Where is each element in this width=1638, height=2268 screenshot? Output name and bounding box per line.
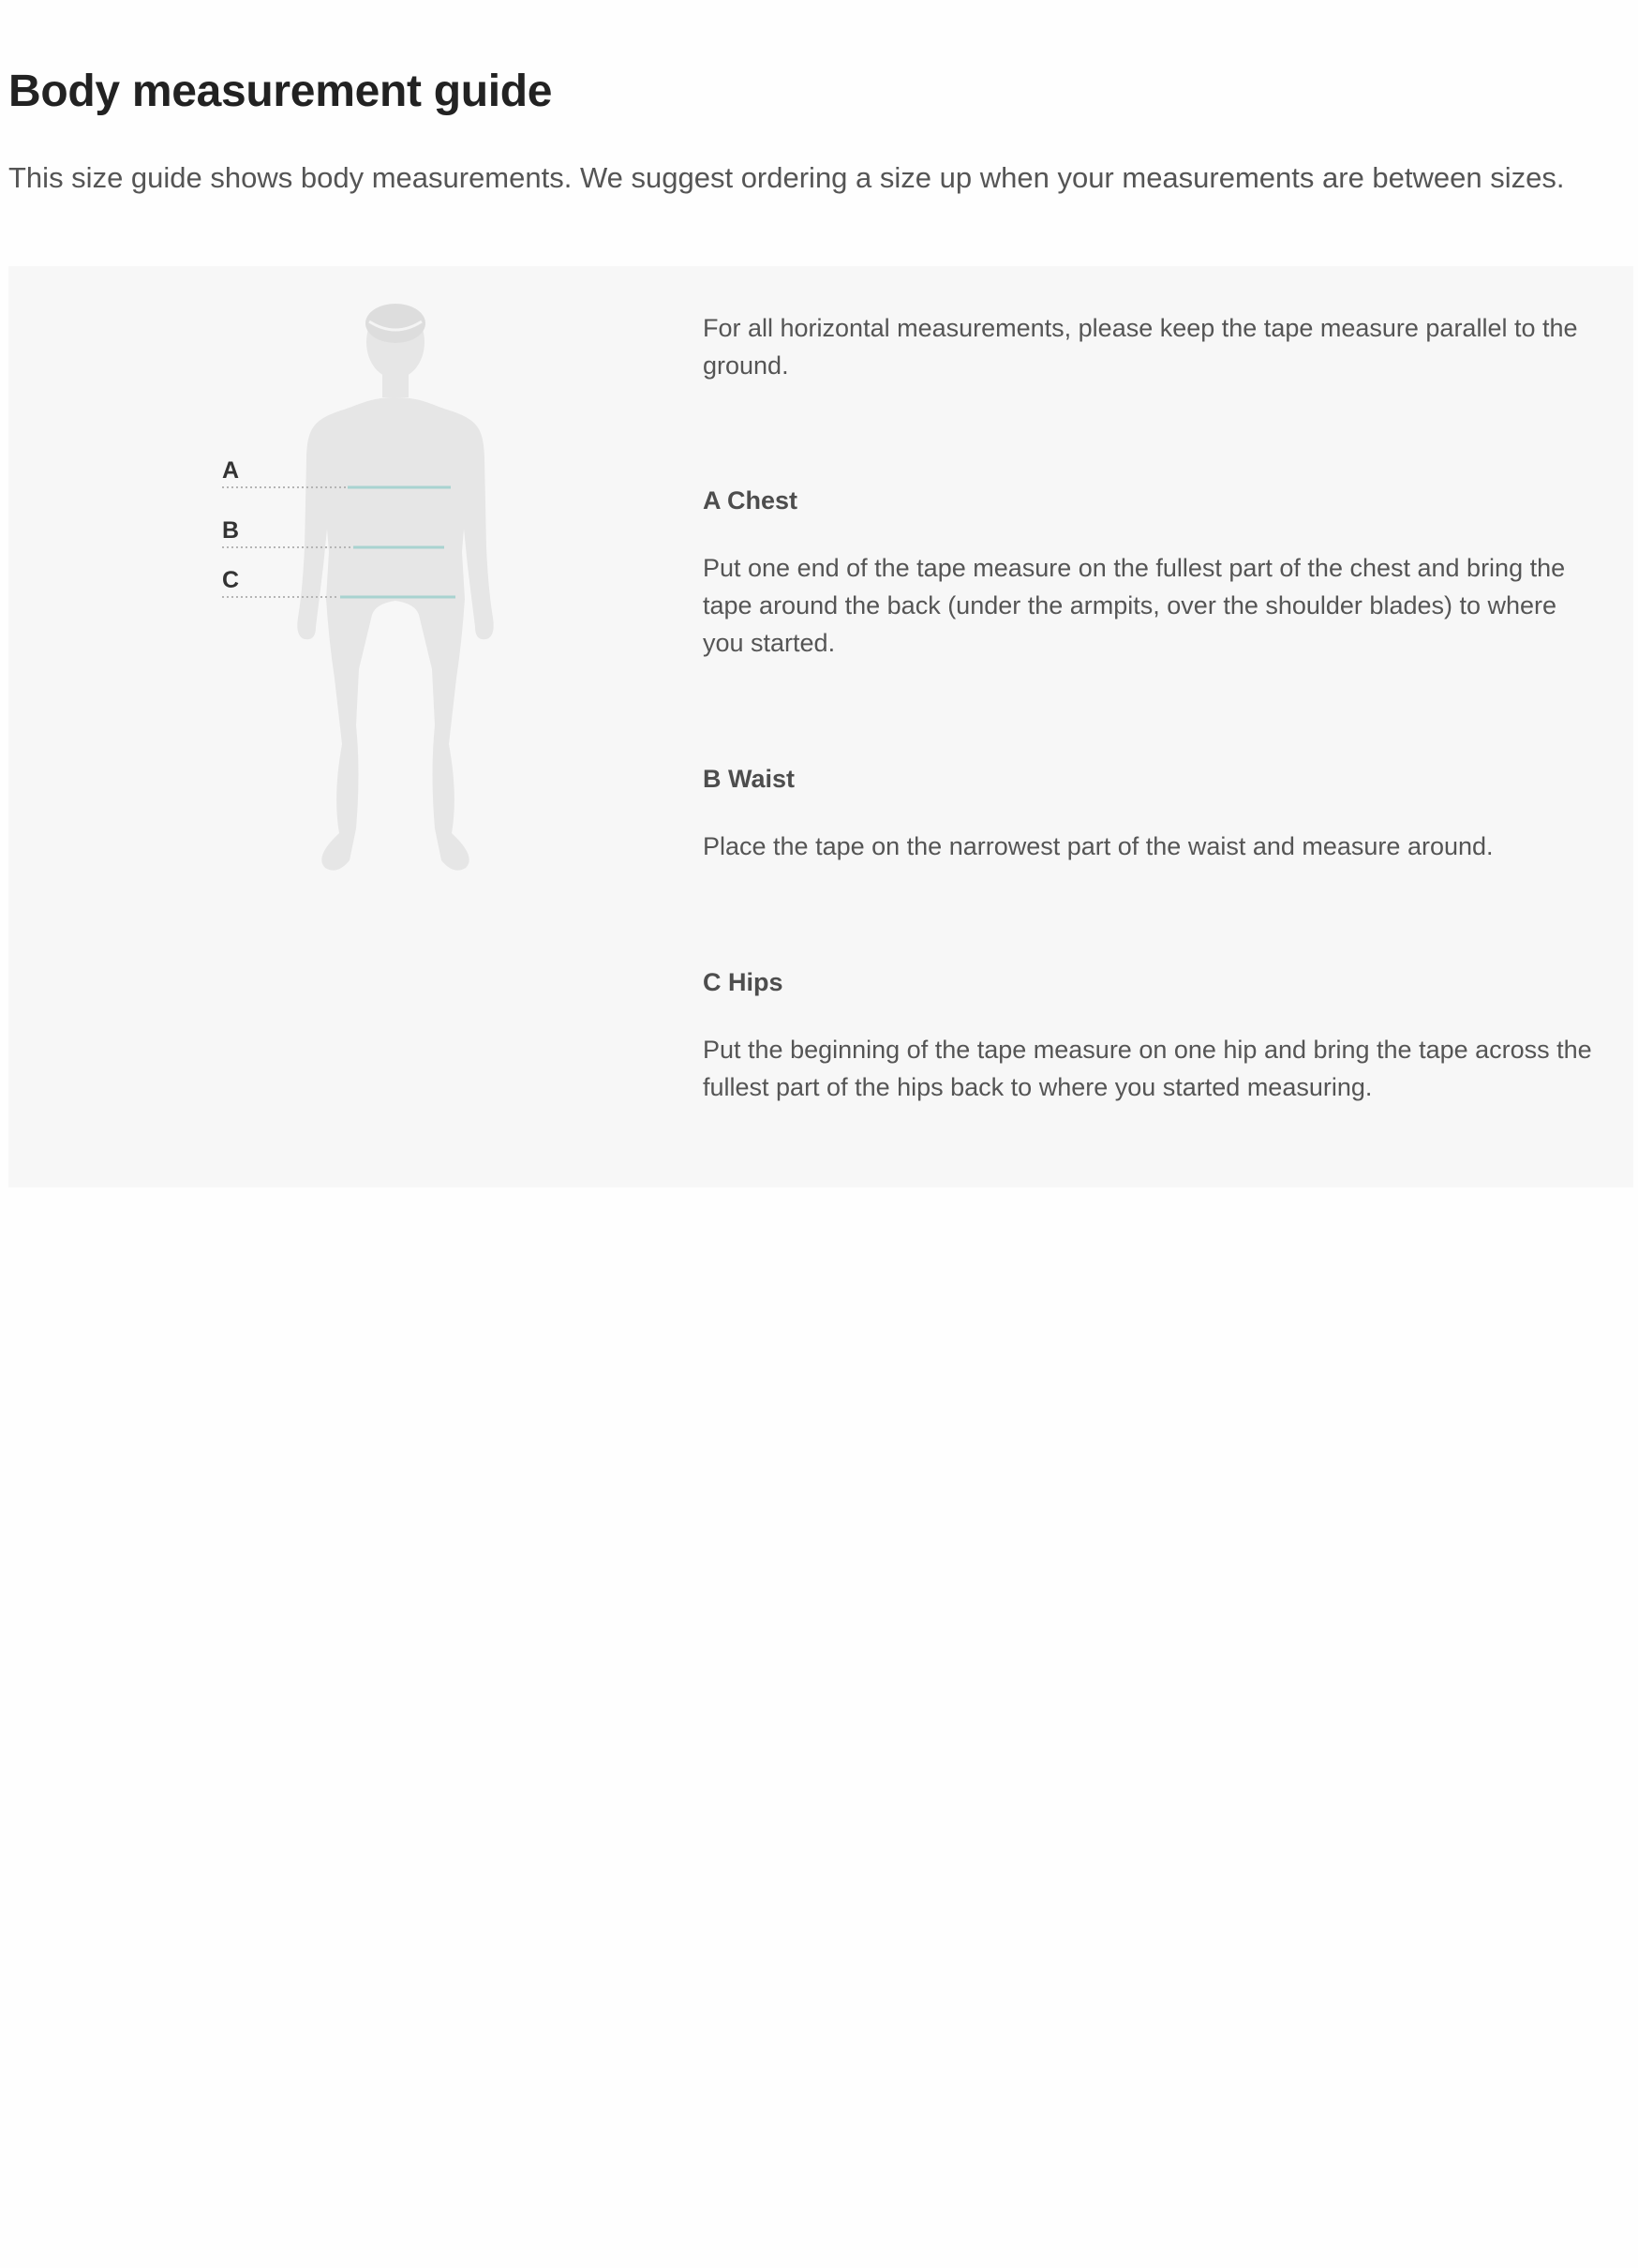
- waist-heading: B Waist: [703, 765, 796, 793]
- hips-instruction: Put the beginning of the tape measure on one hip and bring the tape across the fullest part of the hips back to where you started measuring.: [703, 1036, 1592, 1101]
- waist-instruction: Place the tape on the narrowest part of the waist and measure around.: [703, 832, 1494, 860]
- chest-instruction: Put one end of the tape measure on the fullest part of the chest and bring the tape around the back (under the armpits, over the shoulder blades) to where you started.: [703, 554, 1566, 657]
- body-figure: [8, 266, 664, 1187]
- label-c: C: [222, 567, 240, 593]
- chest-heading: A Chest: [703, 486, 798, 515]
- measurement-panel: [8, 266, 1633, 1187]
- label-b: B: [222, 517, 240, 544]
- figure-body: [297, 397, 493, 871]
- intro-text: This size guide shows body measurements. We suggest ordering a size up when your measurements are between sizes.: [8, 161, 1565, 194]
- hips-heading: C Hips: [703, 968, 783, 996]
- label-a: A: [222, 457, 240, 484]
- page-title: Body measurement guide: [8, 67, 553, 116]
- general-instruction: For all horizontal measurements, please keep the tape measure parallel to the ground.: [703, 314, 1578, 380]
- body-silhouette-illustration: [8, 266, 664, 1187]
